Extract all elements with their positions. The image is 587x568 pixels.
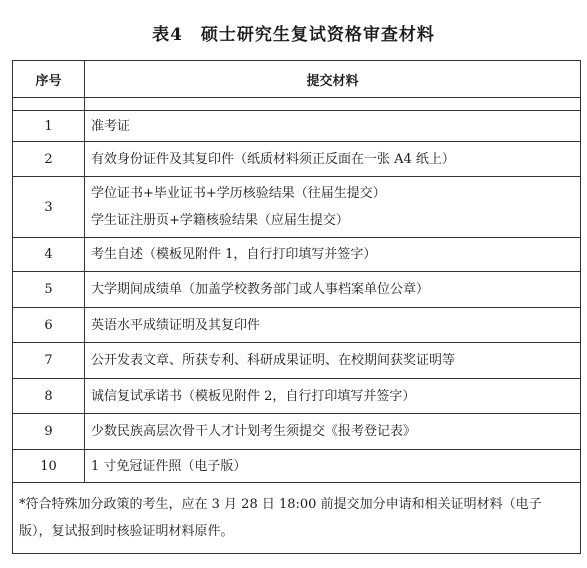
material-line: 英语水平成绩证明及其复印件 <box>91 317 261 333</box>
header-materials: 提交材料 <box>85 61 581 98</box>
table-row <box>13 308 581 343</box>
row-number: 4 <box>13 238 85 272</box>
row-number: 9 <box>13 414 85 450</box>
table-row <box>13 177 581 238</box>
table-row <box>13 379 581 414</box>
spacer-cell <box>85 98 581 111</box>
row-material <box>85 177 581 238</box>
row-material <box>85 308 581 343</box>
materials-table <box>12 60 581 554</box>
spacer-row <box>13 98 581 111</box>
table-row <box>13 450 581 483</box>
material-line: 学生证注册页+学籍核验结果（应届生提交） <box>91 213 349 228</box>
row-material <box>85 238 581 272</box>
table-header-row <box>13 61 581 98</box>
row-number: 10 <box>13 450 85 483</box>
material-line: 诚信复试承诺书（模板见附件 2，自行打印填写并签字） <box>91 388 416 404</box>
row-number: 2 <box>13 142 85 177</box>
row-material <box>85 414 581 450</box>
spacer-cell <box>13 98 85 111</box>
row-material <box>85 450 581 483</box>
row-number: 5 <box>13 272 85 308</box>
table-row <box>13 343 581 379</box>
material-line: 公开发表文章、所获专利、科研成果证明、在校期间获奖证明等 <box>91 353 456 368</box>
row-material <box>85 343 581 379</box>
row-material <box>85 272 581 308</box>
table-note: *符合特殊加分政策的考生，应在 3 月 28 日 18:00 前提交加分申请和相关证明材料（电子版），复试报到时核验证明材料原件。 <box>13 483 581 554</box>
material-line: 考生自述（模板见附件 1，自行打印填写并签字） <box>91 247 377 262</box>
table-title: 表4 硕士研究生复试资格审查材料 <box>152 25 435 45</box>
table-row <box>13 111 581 142</box>
row-number: 3 <box>13 177 85 238</box>
row-number: 6 <box>13 308 85 343</box>
row-number: 7 <box>13 343 85 379</box>
table-row <box>13 238 581 272</box>
row-number: 1 <box>13 111 85 142</box>
table-row <box>13 272 581 308</box>
header-no: 序号 <box>13 61 85 98</box>
row-material <box>85 111 581 142</box>
row-number: 8 <box>13 379 85 414</box>
material-line: 学位证书+毕业证书+学历核验结果（往届生提交） <box>91 186 386 201</box>
row-material <box>85 142 581 177</box>
material-line: 准考证 <box>91 118 131 134</box>
material-line: 有效身份证件及其复印件（纸质材料须正反面在一张 A4 纸上） <box>91 151 455 167</box>
table-row <box>13 414 581 450</box>
material-line: 1 寸免冠证件照（电子版） <box>91 458 247 474</box>
row-material <box>85 379 581 414</box>
material-line: 少数民族高层次骨干人才计划考生须提交《报考登记表》 <box>91 424 417 439</box>
table-row <box>13 142 581 177</box>
note-row <box>13 483 581 554</box>
material-line: 大学期间成绩单（加盖学校教务部门或人事档案单位公章） <box>91 282 430 297</box>
